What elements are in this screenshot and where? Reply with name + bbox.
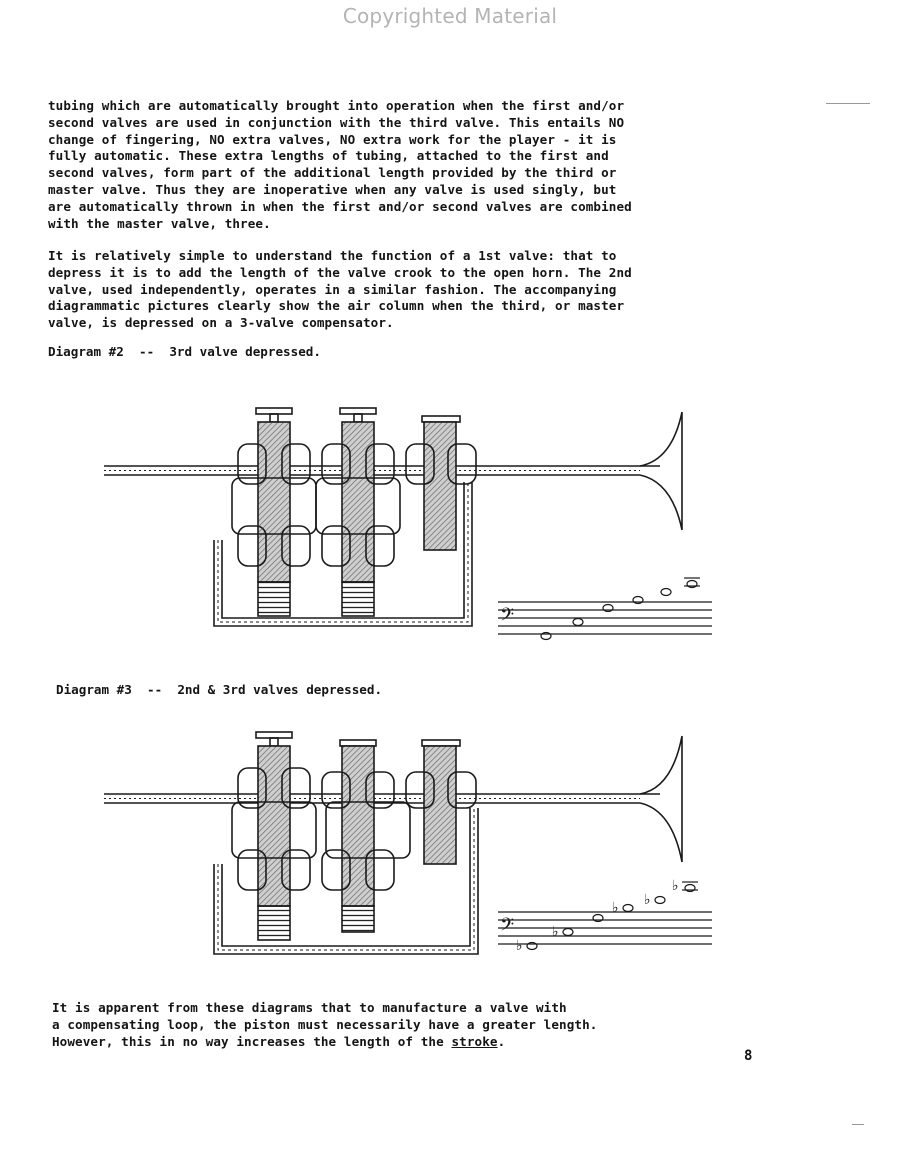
text-line: depress it is to add the length of the valve crook to the open horn. The 2nd xyxy=(48,264,632,280)
diagram-3-caption: Diagram #3 -- 2nd & 3rd valves depressed. xyxy=(56,682,383,697)
svg-text:♭: ♭ xyxy=(516,938,523,954)
margin-mark xyxy=(852,1124,864,1125)
text-line: second valves, form part of the additional length provided by the third or xyxy=(48,165,617,181)
text-line: with the master valve, three. xyxy=(48,215,271,231)
paragraph-1 xyxy=(48,98,808,232)
paragraph-2 xyxy=(48,248,808,332)
svg-text:𝄢: 𝄢 xyxy=(500,915,515,940)
text-line: tubing which are automatically brought into operation when the first and/or xyxy=(48,98,625,113)
svg-text:𝄢: 𝄢 xyxy=(500,605,515,630)
text-line-segment: However, this in no way increases the length of the xyxy=(52,1033,452,1049)
text-line: It is relatively simple to understand the function of a 1st valve: that to xyxy=(48,248,617,263)
text-line: master valve. Thus they are inoperative when any valve is used singly, but xyxy=(48,181,617,197)
svg-text:♭: ♭ xyxy=(672,878,679,894)
paragraph-3 xyxy=(52,1000,812,1050)
text-line: second valves are used in conjunction with the third valve. This entails NO xyxy=(48,114,625,130)
underlined-word: stroke xyxy=(451,1033,498,1049)
text-line xyxy=(52,1034,812,1051)
svg-text:♭: ♭ xyxy=(644,892,651,908)
diagram-3-valve-illustration xyxy=(0,728,900,978)
text-line: a compensating loop, the piston must necessarily have a greater length. xyxy=(52,1016,598,1032)
svg-text:♭: ♭ xyxy=(552,924,559,940)
copyright-watermark: Copyrighted Material xyxy=(342,4,558,28)
page-number: 8 xyxy=(744,1048,753,1064)
diagram-2-valve-illustration xyxy=(0,400,900,650)
text-line: diagrammatic pictures clearly show the air column when the third, or master xyxy=(48,298,625,314)
svg-text:♭: ♭ xyxy=(612,900,619,916)
text-line: It is apparent from these diagrams that to manufacture a valve with xyxy=(52,1000,567,1015)
text-line: are automatically thrown in when the first and/or second valves are combined xyxy=(48,198,632,214)
text-line: valve, is depressed on a 3-valve compensator. xyxy=(48,315,394,331)
text-line: valve, used independently, operates in a similar fashion. The accompanying xyxy=(48,281,617,297)
diagram-2-caption: Diagram #2 -- 3rd valve depressed. xyxy=(48,344,321,359)
text-line-end: . xyxy=(497,1033,506,1049)
text-line: change of fingering, NO extra valves, NO extra work for the player - it is xyxy=(48,131,617,147)
text-line: fully automatic. These extra lengths of tubing, attached to the first and xyxy=(48,148,609,164)
margin-mark xyxy=(826,103,870,104)
